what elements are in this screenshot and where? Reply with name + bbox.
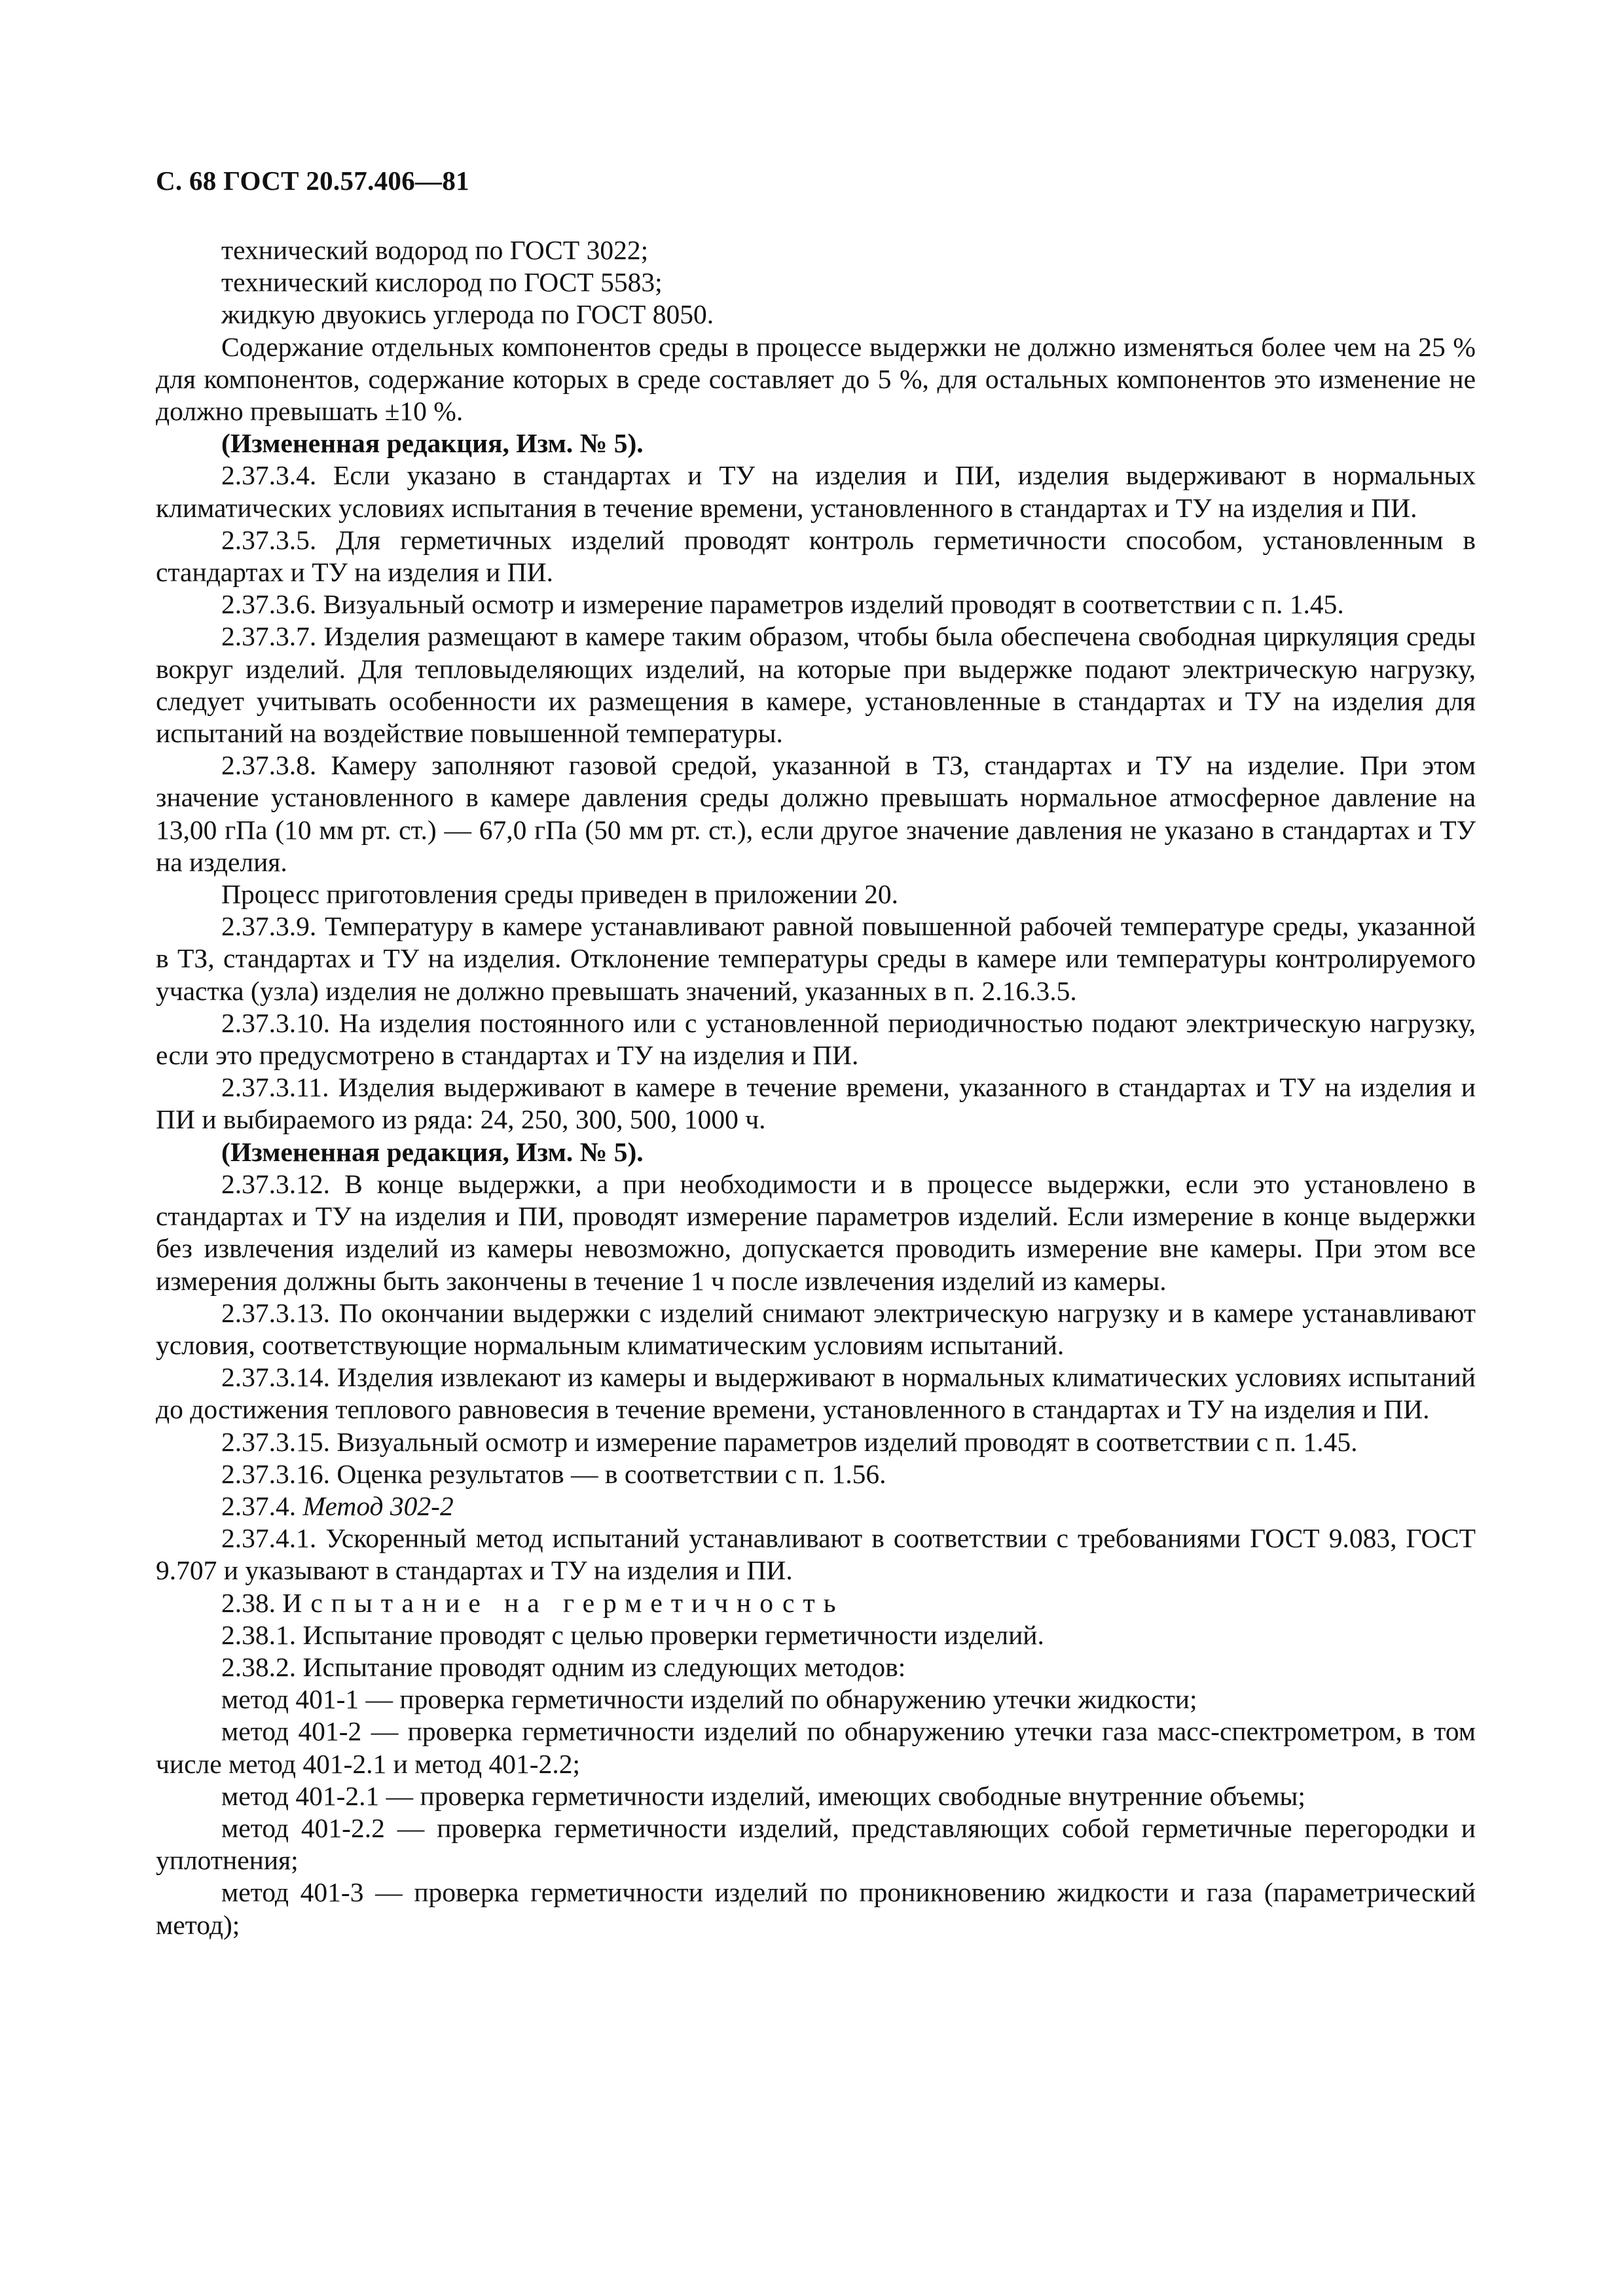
paragraph: 2.37.3.6. Визуальный осмотр и измерение параметров изделий проводят в соответствии с п. 1.45. <box>221 589 1344 620</box>
paragraph: жидкую двуокись углерода по ГОСТ 8050. <box>221 299 714 330</box>
paragraph: 2.37.4.1. Ускоренный метод испытаний устанавливают в соответствии с требованиями ГОСТ 9.083, ГОСТ 9.707 и указывают в стандартах и ТУ на изделия и ПИ. <box>156 1523 1476 1586</box>
paragraph: 2.37.3.11. Изделия выдерживают в камере в течение времени, указанного в стандартах и ТУ на изделия и ПИ и выбираемого из ряда: 24, 250, 300, 500, 1000 ч. <box>156 1072 1476 1135</box>
paragraph: 2.37.3.4. Если указано в стандартах и ТУ на изделия и ПИ, изделия выдерживают в нормальных климатических условиях испытания в течение времени, установленного в стандартах и ТУ на изделия и ПИ. <box>156 460 1476 523</box>
paragraph: 2.37.3.7. Изделия размещают в камере таким образом, чтобы была обеспечена свободная циркуляция среды вокруг изделий. Для тепловыделяющих изделий, на которые при выдержке подают электрическую нагрузку, следует учитывать особенности их размещения в камере, установленные в стандартах и ТУ на изделия для испытаний на воздействие повышенной температуры. <box>156 621 1476 749</box>
paragraph: 2.37.3.15. Визуальный осмотр и измерение параметров изделий проводят в соответствии с п. 1.45. <box>221 1426 1358 1457</box>
paragraph: 2.37.3.9. Температуру в камере устанавливают равной повышенной рабочей температуре среды, указанной в ТЗ, стандартах и ТУ на изделия. Отклонение температуры среды в камере или температуры контролируемого участка (узла) изделия не должно превышать значений, указанных в п. 2.16.3.5. <box>156 911 1476 1006</box>
section-heading <box>156 1587 1476 1619</box>
method-item: метод 401-3 — проверка герметичности изделий по проникновению жидкости и газа (параметрический метод); <box>156 1877 1476 1940</box>
method-title: Метод 302-2 <box>302 1490 454 1521</box>
paragraph: Процесс приготовления среды приведен в приложении 20. <box>221 879 899 910</box>
paragraph: 2.37.3.12. В конце выдержки, а при необходимости и в процессе выдержки, если это установлено в стандартах и ТУ на изделия и ПИ, проводят измерение параметров изделий. Если измерение в конце выдержки без извлечения изделий из камеры невозможно, допускается проводить измерение вне камеры. При этом все измерения должны быть закончены в течение 1 ч после извлечения изделий из камеры. <box>156 1168 1476 1296</box>
paragraph: технический водород по ГОСТ 3022; <box>221 235 649 265</box>
page-header: С. 68 ГОСТ 20.57.406—81 <box>156 166 469 196</box>
amendment-note: (Измененная редакция, Изм. № 5). <box>221 1136 644 1167</box>
paragraph: 2.37.3.14. Изделия извлекают из камеры и выдерживают в нормальных климатических условиях испытаний до достижения теплового равновесия в течение времени, установленного в стандартах и ТУ на изделия и ПИ. <box>156 1362 1476 1425</box>
paragraph: технический кислород по ГОСТ 5583; <box>221 267 663 298</box>
method-item: метод 401-2.2 — проверка герметичности изделий, представляющих собой герметичные перегородки и уплотнения; <box>156 1812 1476 1876</box>
paragraph: 2.38.2. Испытание проводят одним из следующих методов: <box>221 1651 906 1682</box>
paragraph: 2.37.3.8. Камеру заполняют газовой средой, указанной в ТЗ, стандартах и ТУ на изделие. При этом значение установленного в камере давления среды должно превышать нормальное атмосферное давление на 13,00 гПа (10 мм рт. ст.) — 67,0 гПа (50 мм рт. ст.), если другое значение давления не указано в стандартах и ТУ на изделия. <box>156 750 1476 877</box>
document-page <box>156 0 1478 2296</box>
paragraph: 2.37.3.16. Оценка результатов — в соответствии с п. 1.56. <box>221 1458 886 1489</box>
method-item: метод 401-2.1 — проверка герметичности изделий, имеющих свободные внутренние объемы; <box>221 1780 1305 1811</box>
method-item: метод 401-2 — проверка герметичности изделий по обнаружению утечки газа масс-спектрометром, в том числе метод 401-2.1 и метод 401-2.2; <box>156 1716 1476 1779</box>
paragraph: 2.38.1. Испытание проводят с целью проверки герметичности изделий. <box>221 1619 1044 1650</box>
document-body <box>156 234 1476 1941</box>
section-title: Испытание на герметичность <box>282 1587 845 1618</box>
paragraph: 2.37.3.13. По окончании выдержки с изделий снимают электрическую нагрузку и в камере устанавливают условия, соответствующие нормальным климатическим условиям испытаний. <box>156 1297 1476 1360</box>
method-heading <box>156 1490 1476 1522</box>
amendment-note: (Измененная редакция, Изм. № 5). <box>221 428 644 459</box>
method-number: 2.37.4. <box>221 1490 297 1521</box>
section-number: 2.38. <box>221 1587 276 1618</box>
paragraph: Содержание отдельных компонентов среды в процессе выдержки не должно изменяться более чем на 25 % для компонентов, содержание которых в среде составляет до 5 %, для остальных компонентов это изменение не должно превышать ±10 %. <box>156 331 1476 427</box>
method-item: метод 401-1 — проверка герметичности изделий по обнаружению утечки жидкости; <box>221 1684 1197 1715</box>
paragraph: 2.37.3.10. На изделия постоянного или с установленной периодичностью подают электрическую нагрузку, если это предусмотрено в стандартах и ТУ на изделия и ПИ. <box>156 1007 1476 1071</box>
paragraph: 2.37.3.5. Для герметичных изделий проводят контроль герметичности способом, установленным в стандартах и ТУ на изделия и ПИ. <box>156 524 1476 588</box>
